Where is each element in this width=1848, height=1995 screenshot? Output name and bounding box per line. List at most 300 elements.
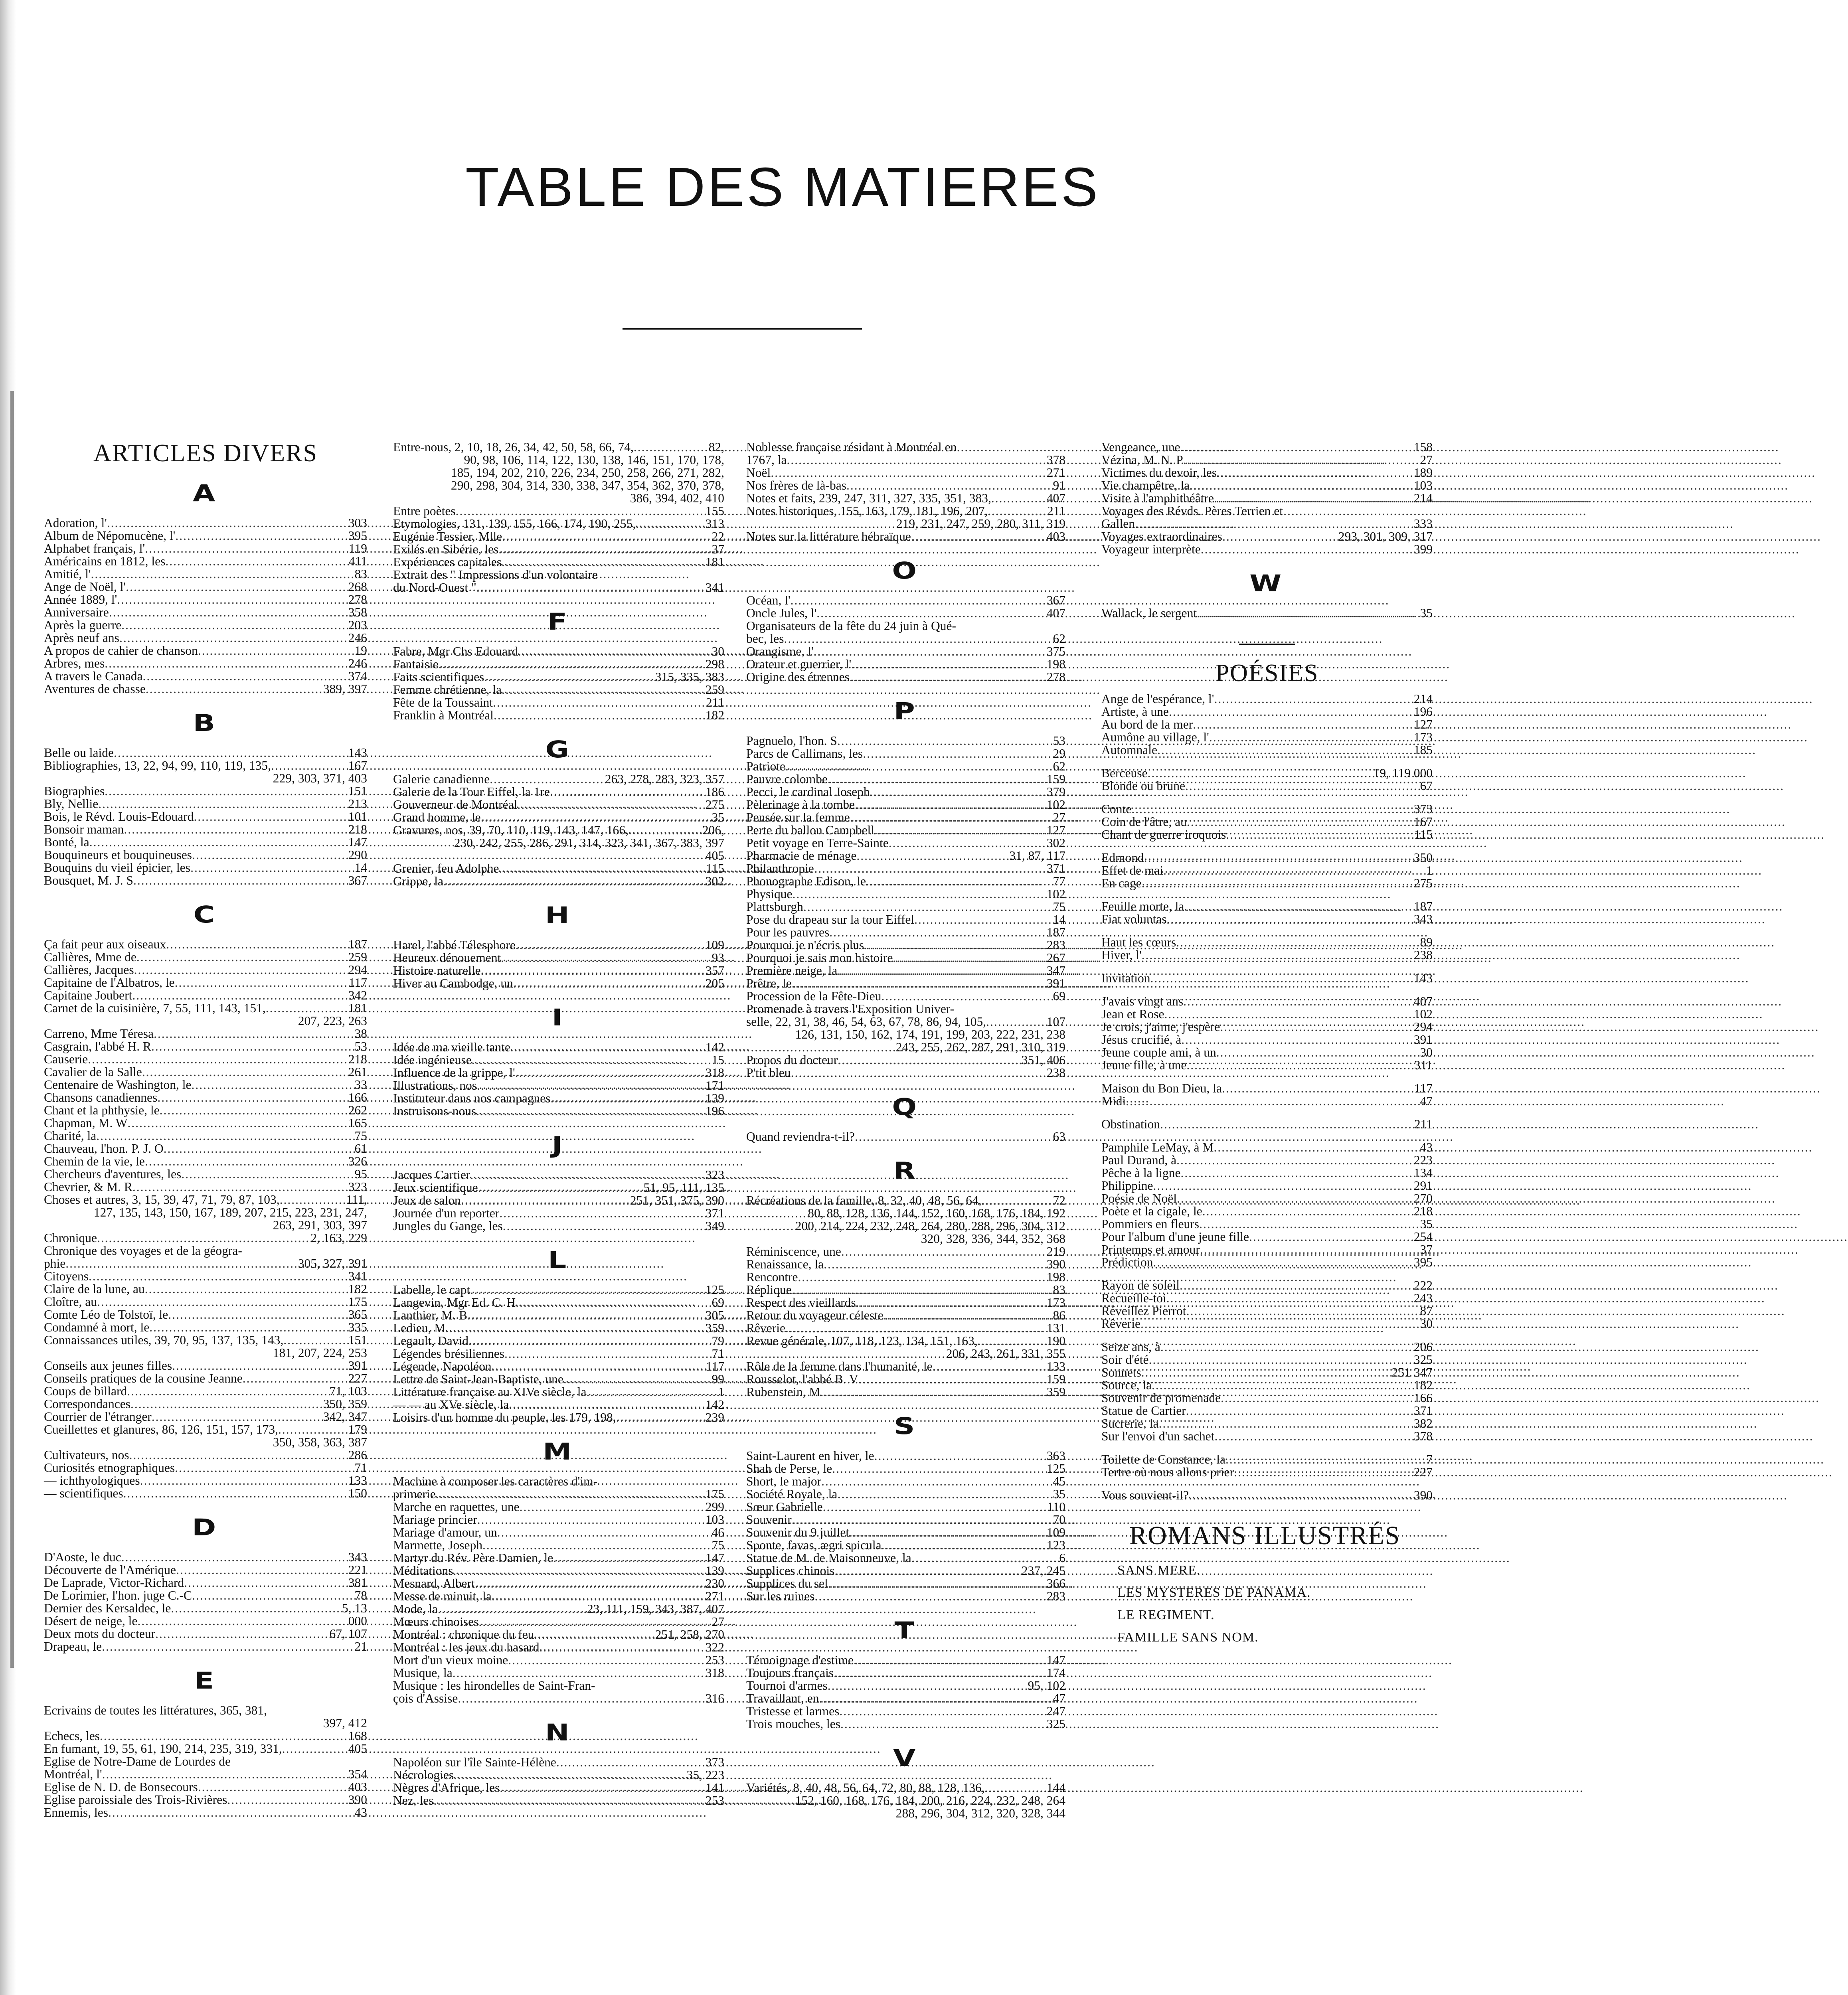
entry-pages: 95 [354, 1167, 367, 1181]
entry-title: Océan, l' [746, 593, 791, 607]
entry-pages: 53 [1053, 734, 1065, 748]
dot-leader [175, 529, 346, 542]
entry-pages: 168 [348, 1729, 367, 1743]
dot-leader [534, 1628, 653, 1641]
entry-pages: 147 [705, 1551, 724, 1565]
index-entry [44, 1385, 367, 1398]
entry-pages: 127 [1413, 717, 1433, 731]
entry-pages: 323 [705, 1168, 724, 1182]
dot-leader [991, 492, 1045, 505]
entry-title: Petit voyage en Terre-Sainte [746, 836, 889, 850]
letter-heading: I [551, 1004, 566, 1031]
index-entry [746, 1552, 1065, 1564]
dot-leader [454, 1769, 685, 1782]
dot-leader [492, 1360, 704, 1373]
index-entry [393, 1616, 724, 1628]
index-entry [393, 1756, 724, 1769]
entry-pages: 270 [1413, 1191, 1433, 1205]
dot-leader [1180, 441, 1412, 454]
entry-pages: 395 [1413, 1255, 1433, 1269]
entry-pages: 62 [1053, 632, 1065, 646]
index-entry [44, 1257, 367, 1270]
entry-pages: 283 [1046, 938, 1065, 952]
entry-title: Ça fait peur aux oiseaux [44, 937, 166, 951]
dot-leader [785, 760, 1051, 773]
dot-leader [126, 581, 347, 593]
section-heading: ARTICLES DIVERS [93, 440, 318, 467]
index-entry [1101, 607, 1433, 620]
index-entry [44, 1078, 367, 1091]
entry-pages: 341 [348, 1269, 367, 1283]
entry-title: Montréal : les jeux du hasard [393, 1640, 540, 1654]
index-entry [1101, 1292, 1433, 1305]
entry-pages: 373 [705, 1755, 724, 1769]
entry-pages: 251, 351, 375, 390 [630, 1193, 724, 1207]
entry-title: Revue générale, 107, 118, 123, 134, 151, 163, [746, 1334, 978, 1348]
index-entry [746, 1782, 1065, 1794]
dot-leader [856, 849, 1008, 862]
index-entry [746, 798, 1065, 811]
group-spacer [1101, 1330, 1433, 1341]
index-entry [44, 976, 367, 989]
entry-pages: 167 [1413, 815, 1433, 829]
index-entry [746, 1360, 1065, 1373]
dot-leader [771, 466, 1045, 479]
dot-leader [1158, 1417, 1412, 1430]
entry-title: Feuille morte, la [1101, 899, 1184, 913]
section-divider [1239, 644, 1295, 645]
index-entry [44, 836, 367, 849]
index-entry [1101, 1243, 1433, 1256]
entry-title: Orangisme, l' [746, 644, 814, 658]
entry-title: Printemps et amour [1101, 1242, 1200, 1256]
letter-heading: M [543, 1438, 575, 1465]
entry-title: Jeux scientifique [393, 1181, 478, 1195]
index-entry [44, 1398, 367, 1410]
entry-pages: 117 [1414, 1081, 1433, 1095]
dot-leader [190, 861, 353, 874]
entry-title: Haut les cœurs [1101, 935, 1176, 949]
dot-leader [499, 1207, 704, 1220]
dot-leader [484, 671, 653, 683]
index-entry [746, 1679, 1065, 1692]
dot-leader [152, 1410, 322, 1423]
index-entry [44, 1334, 367, 1347]
index-entry [1101, 1305, 1433, 1317]
entry-title: Dernier des Kersaldec, le [44, 1601, 171, 1615]
dot-leader [516, 1296, 710, 1309]
letter-heading: O [892, 557, 920, 584]
dot-leader [127, 1117, 346, 1130]
index-entry [44, 759, 367, 772]
index-entry [1101, 693, 1433, 705]
entry-title: Messe de minuit, la [393, 1589, 492, 1603]
dot-leader [1189, 1489, 1412, 1502]
entry-title: Eugénie Tessier, Mlle [393, 529, 502, 543]
entry-pages: 101 [348, 810, 367, 824]
dot-leader [175, 1462, 353, 1474]
entry-title: Bousquet, M. J. S [44, 873, 134, 887]
entry-title: Echecs, les [44, 1729, 100, 1743]
index-entry [1101, 518, 1433, 530]
entry-pages-continued: 219, 231, 247, 259, 280, 311, 319 [896, 517, 1065, 531]
entry-title: Physique [746, 887, 793, 901]
index-entry [1101, 767, 1433, 780]
entry-title: Martyr du Rév. Père Damien, le [393, 1551, 553, 1565]
letter-heading: T [894, 1617, 917, 1644]
dot-leader [882, 990, 1051, 1003]
entry-pages: 71 [712, 1347, 724, 1361]
entry-pages: 218 [1413, 1204, 1433, 1218]
entry-pages: 411 [348, 554, 367, 568]
dot-leader [154, 1027, 353, 1040]
entry-title: du Nord-Ouest " [393, 581, 476, 595]
entry-pages: 86 [1053, 1308, 1065, 1322]
entry-title: Charité, la [44, 1129, 97, 1143]
entry-pages: 117 [348, 976, 367, 990]
dot-leader [814, 862, 1045, 875]
entry-pages-continued: 80, 88, 128, 136, 144, 152, 160, 168, 176, 184, 192 [808, 1206, 1065, 1220]
dot-leader [157, 1091, 346, 1104]
entry-title: Chapman, M. W [44, 1116, 128, 1130]
entry-pages: 251 347 [1391, 1365, 1433, 1379]
entry-title: Carreno, Mme Téresa [44, 1027, 154, 1041]
entry-pages: 223 [1413, 1153, 1433, 1167]
index-entry [44, 529, 367, 542]
entry-pages: 181 [705, 555, 724, 569]
entry-pages: 366 [1046, 1576, 1065, 1590]
entry-pages-continued: 386, 394, 402, 410 [630, 491, 724, 505]
entry-title: Faits scientifiques [393, 670, 484, 684]
dot-leader [1181, 1033, 1412, 1046]
entry-pages: 326 [348, 1154, 367, 1168]
entry-pages: 351, 406 [1021, 1053, 1065, 1067]
entry-title: Vie champêtre, la [1101, 478, 1190, 492]
entry-pages: 77 [1053, 874, 1065, 888]
dot-leader [461, 1194, 629, 1207]
entry-title: A travers le Canada [44, 669, 143, 683]
entry-title: Coin de l'âtre, au [1101, 815, 1187, 829]
entry-title: Alphabet français, l' [44, 541, 145, 555]
entry-title: P'tit bleu [746, 1066, 791, 1080]
dot-leader [785, 1322, 1045, 1335]
entry-pages: 391 [348, 1359, 367, 1373]
index-entry [746, 1450, 1065, 1462]
dot-leader [636, 518, 704, 530]
entry-title: Notes et faits, 239, 247, 311, 327, 335, 351, 383, [746, 491, 991, 505]
entry-pages: 243 [1413, 1291, 1433, 1305]
entry-pages-continued: 290, 298, 304, 314, 330, 338, 347, 354, 362, 370, 378, [451, 478, 724, 492]
entry-pages: 253 [705, 1653, 724, 1667]
dot-leader [1217, 466, 1412, 479]
letter-heading: E [194, 1667, 217, 1694]
index-entry [44, 619, 367, 632]
index-entry [746, 952, 1065, 964]
dot-leader [123, 1487, 347, 1500]
entry-pages: 151 [348, 1333, 367, 1347]
index-entry [1101, 1082, 1433, 1095]
index-entry [393, 1092, 724, 1105]
index-entry [44, 823, 367, 836]
index-entry [746, 875, 1065, 888]
entry-title: Carnet de la cuisinière, 7, 55, 111, 143, 151, [44, 1001, 266, 1015]
index-entry [1101, 949, 1433, 962]
entry-pages: 182 [1413, 1378, 1433, 1392]
index-entry [746, 811, 1065, 824]
dot-leader [124, 823, 346, 836]
entry-title: çois d'Assise [393, 1691, 458, 1705]
entry-title: Je crois, j'aime, j'espère [1101, 1020, 1220, 1034]
index-entry [44, 555, 367, 568]
index-entry [44, 542, 367, 555]
dot-leader [102, 1768, 347, 1781]
index-entry [393, 1373, 724, 1386]
entry-pages: 187 [348, 937, 367, 951]
index-entry [44, 1193, 367, 1206]
entry-pages: 283 [1046, 1589, 1065, 1603]
entry-pages: 374 [348, 669, 367, 683]
entry-pages-continued: 90, 98, 106, 114, 122, 130, 138, 146, 151, 170, 178, [464, 453, 724, 467]
entry-pages: 139 [705, 1091, 724, 1105]
entry-title: — scientifiques [44, 1486, 123, 1500]
index-entry [44, 1244, 367, 1257]
index-entry [44, 1564, 367, 1576]
entry-title: Eglise paroissiale des Trois-Rivières [44, 1793, 227, 1807]
index-entry [393, 1552, 724, 1564]
index-entry [746, 441, 1065, 454]
dot-leader [119, 632, 347, 644]
entry-pages: 275 [1413, 876, 1433, 890]
entry-title: Ledieu, M [393, 1321, 446, 1335]
index-entry [393, 543, 724, 556]
entry-pages: 35 [712, 810, 724, 824]
dot-leader [443, 875, 704, 888]
entry-pages: 6 [1059, 1551, 1065, 1565]
entry-pages: 14 [1053, 913, 1065, 926]
entry-title: Pêche à la ligne [1101, 1166, 1181, 1180]
index-entry [393, 1347, 724, 1360]
index-entry [44, 1181, 367, 1193]
entry-title: Exilés en Sibérie, les [393, 542, 499, 556]
index-entry [1101, 1205, 1433, 1218]
entry-pages: 78 [354, 1588, 367, 1602]
entry-pages: 67, 107 [329, 1627, 367, 1641]
dot-leader [510, 1041, 704, 1054]
dot-leader [828, 1577, 1045, 1590]
dot-leader [616, 1411, 704, 1424]
entry-pages: 342 [348, 988, 367, 1002]
entry-title: Parcs de Callimans, les [746, 747, 863, 760]
entry-pages: 259 [705, 683, 724, 697]
entry-pages: 196 [705, 1104, 724, 1118]
entry-title: Littérature française au XIVe siècle, la [393, 1385, 587, 1399]
index-entry [44, 1027, 367, 1040]
index-entry [1101, 1453, 1433, 1466]
entry-title: Instituteur dans nos campagnes [393, 1091, 551, 1105]
dot-leader [855, 1130, 1051, 1143]
index-entry [746, 454, 1065, 466]
dot-leader [803, 901, 1051, 913]
page-title: TABLE DES MATIERES [465, 156, 1100, 218]
entry-pages: 359 [705, 1321, 724, 1335]
entry-pages: 203 [348, 618, 367, 632]
entry-title: Seize ans, à [1101, 1340, 1160, 1354]
group-spacer [1101, 985, 1433, 995]
index-entry [746, 1501, 1065, 1513]
entry-pages: 79 [712, 1334, 724, 1348]
entry-title: Au bord de la mer [1101, 717, 1193, 731]
dot-leader [453, 1564, 704, 1577]
index-entry [393, 569, 724, 581]
index-entry [1101, 972, 1433, 985]
entry-title: Retour du voyageur céleste [746, 1308, 883, 1322]
index-entry [44, 861, 367, 874]
entry-pages-continued: 127, 135, 143, 150, 167, 189, 207, 215, 223, 231, 247, [93, 1205, 367, 1219]
index-entry [746, 1067, 1065, 1079]
index-entry [393, 1564, 724, 1577]
entry-title: Promenade à travers l'Exposition Univer- [746, 1002, 955, 1016]
entry-pages: 1 [1426, 863, 1433, 877]
entry-pages: 173 [1413, 730, 1433, 744]
dot-leader [1202, 1205, 1412, 1218]
dot-leader [563, 1373, 710, 1386]
dot-leader [837, 1488, 1051, 1501]
index-entry [746, 1015, 1065, 1028]
entry-title: Anniversaire [44, 605, 109, 619]
dot-leader [1222, 1082, 1413, 1095]
entry-pages: 259 [348, 950, 367, 964]
entry-title: Lanthier, M. B [393, 1308, 467, 1322]
index-column-4 [1101, 441, 1433, 1649]
dot-leader [792, 1284, 1051, 1296]
entry-pages: 290 [348, 848, 367, 862]
index-entry [44, 1308, 367, 1321]
entry-pages: 271 [705, 1589, 724, 1603]
entry-title: Femme chrétienne, la [393, 683, 502, 697]
index-entry [393, 1526, 724, 1539]
entry-pages: 302 [1046, 836, 1065, 850]
entry-title: Lettre de Saint-Jean-Baptiste, une [393, 1372, 563, 1386]
index-entry [1101, 1379, 1433, 1392]
entry-pages: 322 [705, 1640, 724, 1654]
entry-pages: 7 [1426, 1452, 1433, 1466]
index-entry [1101, 1417, 1433, 1430]
entry-pages: 395 [348, 529, 367, 543]
dot-leader [468, 1335, 710, 1347]
dot-leader [171, 1602, 340, 1615]
entry-title: Deux mots du docteur [44, 1627, 156, 1641]
dot-leader [1140, 1317, 1419, 1330]
entry-pages-continued: 126, 131, 150, 162, 174, 191, 199, 203, 222, 231, 238 [795, 1027, 1065, 1041]
dot-leader [476, 581, 704, 594]
entry-title: Arbres, mes [44, 656, 105, 670]
index-entry [44, 810, 367, 823]
dot-leader [142, 1066, 347, 1078]
group-spacer [1101, 1479, 1433, 1489]
dot-leader [863, 747, 1051, 760]
entry-title: Recueille-toi [1101, 1291, 1166, 1305]
entry-pages: 219 [1046, 1244, 1065, 1258]
entry-pages: 69 [1053, 989, 1065, 1003]
dot-leader [793, 888, 1045, 901]
dot-leader [453, 1667, 704, 1679]
dot-leader [490, 773, 603, 786]
entry-title: Sucrerie, la [1101, 1416, 1159, 1430]
entry-pages: 182 [705, 708, 724, 722]
entry-pages: 190 [1046, 1334, 1065, 1348]
entry-pages: 271 [1046, 466, 1065, 480]
index-entry [393, 505, 724, 518]
index-entry [746, 1462, 1065, 1475]
entry-title: Hiver au Cambodge, un [393, 976, 513, 990]
index-entry [44, 938, 367, 951]
entry-pages: 27 [1053, 810, 1065, 824]
index-entry [393, 1169, 724, 1181]
index-entry [393, 683, 724, 696]
entry-title: Sœur Gabrielle [746, 1500, 823, 1514]
entry-pages: 75 [712, 1538, 724, 1552]
index-entry [44, 1321, 367, 1334]
index-entry [44, 1474, 367, 1487]
dot-leader [870, 786, 1045, 798]
index-entry [746, 466, 1065, 479]
index-entry [393, 824, 724, 837]
dot-leader [1157, 744, 1412, 757]
entry-title: Mesnard, Albert [393, 1576, 475, 1590]
entry-pages: 75 [1053, 900, 1065, 914]
entry-pages: 51, 95, 111, 135 [643, 1181, 724, 1195]
index-entry [746, 901, 1065, 913]
index-entry [44, 1589, 367, 1602]
entry-pages: 37 [1420, 1242, 1433, 1256]
dot-leader [1160, 1118, 1413, 1131]
dot-leader [89, 1270, 347, 1283]
dot-leader [477, 1513, 704, 1526]
entry-title: Pagnuelo, l'hon. S [746, 734, 837, 748]
index-entry [44, 874, 367, 887]
entry-title: Sponte, favas, ægri spicula [746, 1538, 882, 1552]
index-entry [1101, 543, 1433, 556]
index-entry [393, 658, 724, 671]
dot-leader [816, 607, 1045, 620]
entry-pages: 399 [1413, 542, 1433, 556]
dot-leader [586, 1386, 716, 1398]
index-entry [1101, 1008, 1433, 1021]
entry-pages: 315, 335, 383 [655, 670, 724, 684]
index-entry [44, 644, 367, 657]
index-entry [1101, 803, 1433, 816]
index-entry [746, 1258, 1065, 1271]
entry-title: Victimes du devoir, les [1101, 466, 1217, 480]
dot-leader [508, 1654, 704, 1667]
entry-title: Idée de ma vieille tante [393, 1040, 510, 1054]
entry-title: Curiosités etnographiques [44, 1461, 175, 1475]
entry-pages: 186 [705, 785, 724, 799]
entry-pages: 69 [712, 1296, 724, 1310]
dot-leader [629, 824, 701, 837]
dot-leader [1181, 1167, 1412, 1179]
index-entry [393, 1105, 724, 1118]
entry-pages: 46 [712, 1525, 724, 1539]
dot-leader [458, 1692, 704, 1705]
entry-title: Adoration, l' [44, 516, 107, 530]
dot-leader [1183, 995, 1412, 1008]
entry-pages: 173 [1046, 1296, 1065, 1310]
entry-title: Influence de la grippe, l' [393, 1066, 515, 1080]
entry-title: Noël [746, 466, 771, 480]
entry-title: Langevin, Mgr Ed. C. H [393, 1296, 516, 1310]
entry-title: primerie [393, 1487, 436, 1501]
